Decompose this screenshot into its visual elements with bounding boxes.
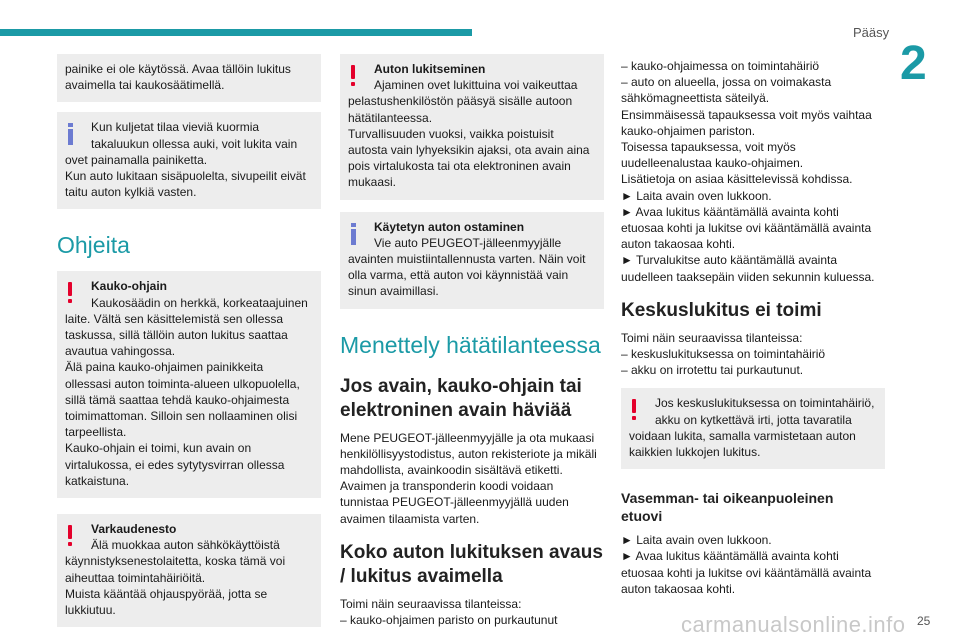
warning-box-locking bbox=[340, 54, 604, 200]
watermark: carmanualsonline.info bbox=[681, 612, 906, 637]
warning-icon bbox=[349, 65, 357, 87]
warning-line: pois virtalukosta tai ota elektroninen avain bbox=[348, 159, 571, 174]
info-line: ovet painamalla painiketta. bbox=[65, 152, 208, 167]
note-line: avaimella tai kaukosäätimellä. bbox=[65, 78, 225, 93]
text-line: Toisessa tapauksessa, voit myös bbox=[621, 140, 796, 155]
warning-line: pelastushenkilöstön pääsyä sisälle autoon bbox=[348, 94, 573, 109]
text-line: auton takaosaa kohti. bbox=[621, 581, 736, 596]
paragraph-central-lock bbox=[621, 330, 885, 379]
warning-line: Kauko-ohjain ei toimi, kun avain on bbox=[65, 441, 252, 456]
warning-line: aiheuttaa toimintahäiriöitä. bbox=[65, 570, 206, 585]
warning-box-remote bbox=[57, 271, 321, 498]
text-line: Ensimmäisessä tapauksessa voit myös vaihtaa bbox=[621, 107, 872, 122]
paragraph-lost-key bbox=[340, 430, 604, 527]
text-line: uudelleen taaksepäin viiden sekunnin kuluessa. bbox=[621, 269, 875, 284]
text-line: – keskuslukituksessa on toimintahäiriö bbox=[621, 347, 826, 362]
text-line: Toimi näin seuraavissa tilanteissa: bbox=[621, 330, 803, 345]
warning-line: voidaan lukita, samalla varmistetaan auton bbox=[629, 428, 856, 443]
warning-line: käynnistyksenestolaitetta, koska tämä voi bbox=[65, 554, 286, 569]
warning-line: kaikkien lukkojen lukitus. bbox=[629, 445, 761, 460]
warning-line: virtalukossa, ei edes sytytysvirran ollessa bbox=[65, 457, 285, 472]
warning-line: laite. Vältä sen käsittelemistä sen ollessa bbox=[65, 311, 284, 326]
info-line: avainten muistiintallennusta varten. Näin voit bbox=[348, 252, 586, 267]
warning-icon bbox=[630, 399, 638, 421]
warning-line: taskussa, sillä tällöin auton lukitus saattaa bbox=[65, 328, 288, 343]
warning-line: Älä paina kauko-ohjaimen painikkeita bbox=[65, 360, 264, 375]
text-line: avaimen tilaamista varten. bbox=[340, 511, 480, 526]
subheading-front-door: Vasemman- tai oikeanpuoleinen etuovi bbox=[621, 490, 834, 525]
text-line: etuosaa kohti ja lukitse ovi kääntämällä avainta bbox=[621, 221, 872, 236]
text-line: ► Laita avain oven lukkoon. bbox=[621, 188, 772, 203]
text-line: henkilöllisyystodistus, auton rekisteriote ja mikäli bbox=[340, 446, 597, 461]
text-line: ► Avaa lukitus kääntämällä avainta kohti bbox=[621, 204, 839, 219]
info-line: taitu auton kylkiä vasten. bbox=[65, 185, 197, 200]
info-box-used-car bbox=[340, 212, 604, 309]
chapter-number: 2 bbox=[900, 37, 927, 90]
column-2 bbox=[340, 54, 604, 628]
warning-box-central-lock bbox=[621, 388, 885, 469]
warning-line: Muista kääntää ohjauspyörää, jotta se bbox=[65, 586, 268, 601]
text-line: sähkömagneettista säteilyä. bbox=[621, 91, 770, 106]
info-title: Käytetyn auton ostaminen bbox=[374, 219, 525, 234]
heading-ohjeita: Ohjeita bbox=[57, 232, 130, 259]
page-number: 25 bbox=[917, 614, 931, 628]
warning-line: Jos keskuslukituksessa on toimintahäiriö, bbox=[655, 396, 875, 411]
warning-line: Kaukosäädin on herkkä, korkeataajuinen bbox=[91, 295, 308, 310]
warning-line: Älä muokkaa auton sähkökäyttöistä bbox=[91, 538, 280, 553]
text-line: Mene PEUGEOT-jälleenmyyjälle ja ota mukaasi bbox=[340, 430, 595, 445]
column-3 bbox=[621, 58, 885, 597]
warning-line: avautua vahingossa. bbox=[65, 344, 176, 359]
text-line: ► Laita avain oven lukkoon. bbox=[621, 533, 772, 548]
info-line: Kun auto lukitaan sisäpuolelta, sivupeilit eivät bbox=[65, 169, 306, 184]
warning-line: sillä tämä saattaa tehdä kauko-ohjaimesta bbox=[65, 392, 290, 407]
warning-line: Turvallisuuden vuoksi, vaikka poistuisit bbox=[348, 126, 554, 141]
text-line: Avaimen ja transponderin koodi voidaan bbox=[340, 479, 554, 494]
info-icon bbox=[350, 223, 357, 245]
text-line: Lisätietoja on asiaa käsittelevissä kohdissa. bbox=[621, 172, 853, 187]
warning-line: akku on kytkettävä irti, jotta tavaratila bbox=[655, 412, 852, 427]
info-line: Vie auto PEUGEOT-jälleenmyyjälle bbox=[374, 235, 562, 250]
warning-title: Auton lukitseminen bbox=[374, 62, 486, 76]
warning-title: Varkaudenesto bbox=[91, 522, 177, 537]
subheading-key-lock: Koko auton lukituksen avaus / lukitus avaimella bbox=[340, 541, 603, 587]
text-line: – kauko-ohjaimen paristo on purkautunut bbox=[340, 613, 558, 628]
warning-box-antitheft bbox=[57, 514, 321, 627]
warning-line: lukkiutuu. bbox=[65, 603, 116, 618]
text-line: auton takaosaa kohti. bbox=[621, 237, 736, 252]
warning-line: Ajaminen ovet lukittuina voi vaikeuttaa bbox=[374, 78, 578, 93]
warning-icon bbox=[66, 282, 74, 304]
warning-line: ollessasi auton toiminta-alueen ulkopuolella, bbox=[65, 376, 300, 391]
subheading-central-lock: Keskuslukitus ei toimi bbox=[621, 299, 822, 321]
info-line: Kun kuljetat tilaa vieviä kuormia bbox=[91, 120, 260, 135]
top-accent-bar bbox=[0, 29, 472, 36]
section-title: Pääsy bbox=[853, 25, 890, 40]
warning-line: tarpeellista. bbox=[65, 425, 127, 440]
info-line: takaluukun ollessa auki, voit lukita vain bbox=[91, 136, 298, 151]
text-line: ► Turvalukitse auto kääntämällä avainta bbox=[621, 253, 837, 268]
warning-line: mukaasi. bbox=[348, 175, 397, 190]
warning-line: autosta vain lyhyeksikin ajaksi, ota avain aina bbox=[348, 143, 590, 158]
text-line: tunnistaa PEUGEOT-jälleenmyyjällä uuden bbox=[340, 495, 569, 510]
warning-icon bbox=[66, 525, 74, 547]
heading-emergency: Menettely hätätilanteessa bbox=[340, 331, 601, 358]
paragraph-front-door bbox=[621, 532, 885, 597]
warning-line: toimimattoman. Silloin sen nollaaminen olisi bbox=[65, 409, 298, 424]
subheading-lost-key: Jos avain, kauko-ohjain tai elektroninen avain häviää bbox=[340, 375, 582, 421]
text-line: Toimi näin seuraavissa tilanteissa: bbox=[340, 596, 522, 611]
paragraph-key-lock bbox=[340, 596, 604, 628]
text-line: uudelleenalustaa kauko-ohjaimen. bbox=[621, 156, 804, 171]
continued-note-box bbox=[57, 54, 321, 102]
text-line: – kauko-ohjaimessa on toimintahäiriö bbox=[621, 59, 820, 73]
warning-line: katkaistuna. bbox=[65, 473, 130, 488]
text-line: etuosaa kohti ja lukitse ovi kääntämällä avainta bbox=[621, 565, 872, 580]
note-line: painike ei ole käytössä. Avaa tällöin lukitus bbox=[65, 62, 291, 76]
text-line: ► Avaa lukitus kääntämällä avainta kohti bbox=[621, 549, 839, 564]
info-line: olla varma, että auton voi käynnistää vain bbox=[348, 268, 569, 283]
warning-title: Kauko-ohjain bbox=[91, 279, 168, 294]
text-line: kauko-ohjaimen pariston. bbox=[621, 123, 756, 138]
info-box-loads bbox=[57, 112, 321, 209]
warning-line: hätätilanteessa. bbox=[348, 110, 433, 125]
column-1 bbox=[57, 54, 321, 637]
paragraph-continued bbox=[621, 58, 885, 285]
info-icon bbox=[67, 123, 74, 145]
text-line: mahdollista, avainkoodin sisältävä etiketti. bbox=[340, 463, 563, 478]
text-line: – auto on alueella, jossa on voimakasta bbox=[621, 75, 832, 90]
info-line: sinun avaimillasi. bbox=[348, 284, 439, 299]
text-line: – akku on irrotettu tai purkautunut. bbox=[621, 363, 804, 378]
